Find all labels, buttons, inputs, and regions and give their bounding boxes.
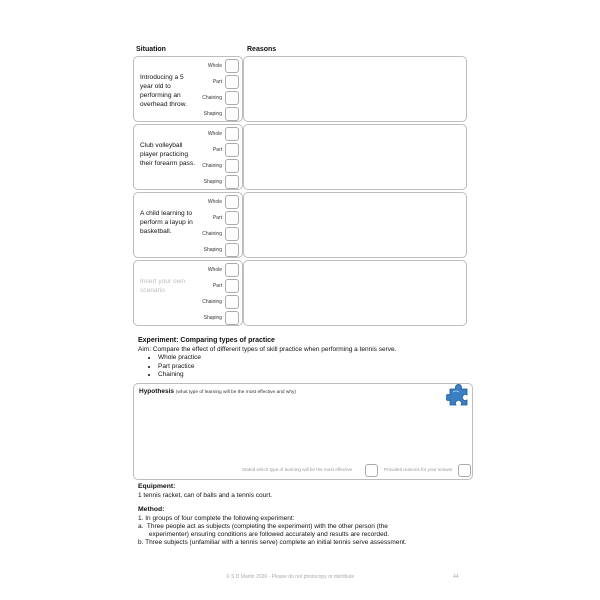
method-line: a. Three people act as subjects (completing the experiment) with the other person (the <box>138 523 388 530</box>
option-label: Chaining <box>202 163 222 169</box>
equipment-label: Equipment: <box>138 483 176 490</box>
option-checkbox[interactable] <box>225 295 239 309</box>
practice-option-whole[interactable] <box>169 127 239 141</box>
reasons-header: Reasons <box>247 46 277 53</box>
option-checkbox[interactable] <box>225 75 239 89</box>
practice-item: • Whole practice <box>158 354 201 363</box>
option-checkbox[interactable] <box>225 263 239 277</box>
option-checkbox[interactable] <box>225 227 239 241</box>
custom-scenario-field[interactable]: Insert your own scenario <box>140 278 186 294</box>
criterion-label: Provided reasons for your answer <box>384 467 453 472</box>
practice-option-chaining[interactable] <box>169 159 239 173</box>
option-checkbox[interactable] <box>225 195 239 209</box>
option-label: Whole <box>207 199 222 205</box>
option-checkbox[interactable] <box>225 91 239 105</box>
option-checkbox[interactable] <box>225 279 239 293</box>
scenario-text: Introducing a 5 year old to performing an overhead throw. <box>140 74 187 108</box>
hypothesis-hint: (what type of learning will be the most effective and why) <box>175 390 297 395</box>
situation-cell <box>133 124 243 190</box>
practice-option-whole[interactable] <box>169 195 239 209</box>
method-label: Method: <box>138 506 165 513</box>
practice-item: • Part practice <box>158 363 201 372</box>
option-checkbox[interactable] <box>225 59 239 73</box>
experiment-aim: Aim: Compare the effect of different types of skill practice when performing a tennis serve. <box>138 346 397 353</box>
practice-list <box>136 354 201 380</box>
option-label: Part <box>212 215 222 221</box>
criterion-checkbox[interactable] <box>458 464 471 477</box>
option-label: Shaping <box>203 111 222 117</box>
practice-option-chaining[interactable] <box>169 295 239 309</box>
practice-option-shaping[interactable] <box>169 107 239 121</box>
option-label: Part <box>212 283 222 289</box>
practice-option-part[interactable] <box>169 211 239 225</box>
option-label: Whole <box>207 63 222 69</box>
practice-option-shaping[interactable] <box>169 311 239 325</box>
practice-option-part[interactable] <box>169 143 239 157</box>
copyright-footer: © S D Martin 2026 - Please do not photocopy or distribute <box>226 574 355 580</box>
option-label: Shaping <box>203 247 222 253</box>
practice-item: • Chaining <box>158 371 201 380</box>
situation-cell <box>133 56 243 122</box>
equipment-text: 1 tennis racket, can of balls and a tennis court. <box>138 492 273 499</box>
scenario-text: A child learning to perform a layup in basketball. <box>140 210 193 235</box>
option-label: Chaining <box>202 299 222 305</box>
reasons-input-box[interactable] <box>243 192 467 258</box>
option-label: Whole <box>207 267 222 273</box>
scenario-text: Club volleyball player practicing their forearm pass. <box>140 142 195 167</box>
option-checkbox[interactable] <box>225 211 239 225</box>
reasons-input-box[interactable] <box>243 260 467 326</box>
hypothesis-box[interactable] <box>133 383 473 480</box>
situation-header: Situation <box>136 46 166 53</box>
hypothesis-heading <box>139 388 296 395</box>
option-checkbox[interactable] <box>225 243 239 257</box>
option-checkbox[interactable] <box>225 143 239 157</box>
puzzle-icon <box>446 383 472 409</box>
hypothesis-label: Hypothesis <box>139 388 175 395</box>
method-line: b. Three subjects (unfamiliar with a tennis serve) complete an initial tennis serve assessment. <box>138 539 407 546</box>
method-line: experimenter) ensuring conditions are followed accurately and results are recorded. <box>138 531 390 538</box>
practice-option-part[interactable] <box>169 279 239 293</box>
option-label: Chaining <box>202 231 222 237</box>
practice-option-part[interactable] <box>169 75 239 89</box>
practice-option-whole[interactable] <box>169 59 239 73</box>
option-checkbox[interactable] <box>225 107 239 121</box>
practice-option-whole[interactable] <box>169 263 239 277</box>
option-checkbox[interactable] <box>225 311 239 325</box>
experiment-title: Experiment: Comparing types of practice <box>138 337 275 344</box>
option-label: Chaining <box>202 95 222 101</box>
situation-cell <box>133 192 243 258</box>
criterion-checkbox[interactable] <box>365 464 378 477</box>
option-checkbox[interactable] <box>225 175 239 189</box>
method-line: 1. In groups of four complete the following experiment: <box>138 515 295 522</box>
page-number: 44 <box>453 574 459 580</box>
reasons-input-box[interactable] <box>243 124 467 190</box>
practice-option-chaining[interactable] <box>169 91 239 105</box>
situation-cell[interactable] <box>133 260 243 326</box>
option-checkbox[interactable] <box>225 159 239 173</box>
option-label: Part <box>212 147 222 153</box>
practice-option-shaping[interactable] <box>169 243 239 257</box>
practice-option-chaining[interactable] <box>169 227 239 241</box>
option-label: Shaping <box>203 315 222 321</box>
criterion-label: Stated which type of learning will be the most effective <box>242 467 353 472</box>
practice-option-shaping[interactable] <box>169 175 239 189</box>
reasons-input-box[interactable] <box>243 56 467 122</box>
option-label: Part <box>212 79 222 85</box>
option-checkbox[interactable] <box>225 127 239 141</box>
option-label: Shaping <box>203 179 222 185</box>
option-label: Whole <box>207 131 222 137</box>
